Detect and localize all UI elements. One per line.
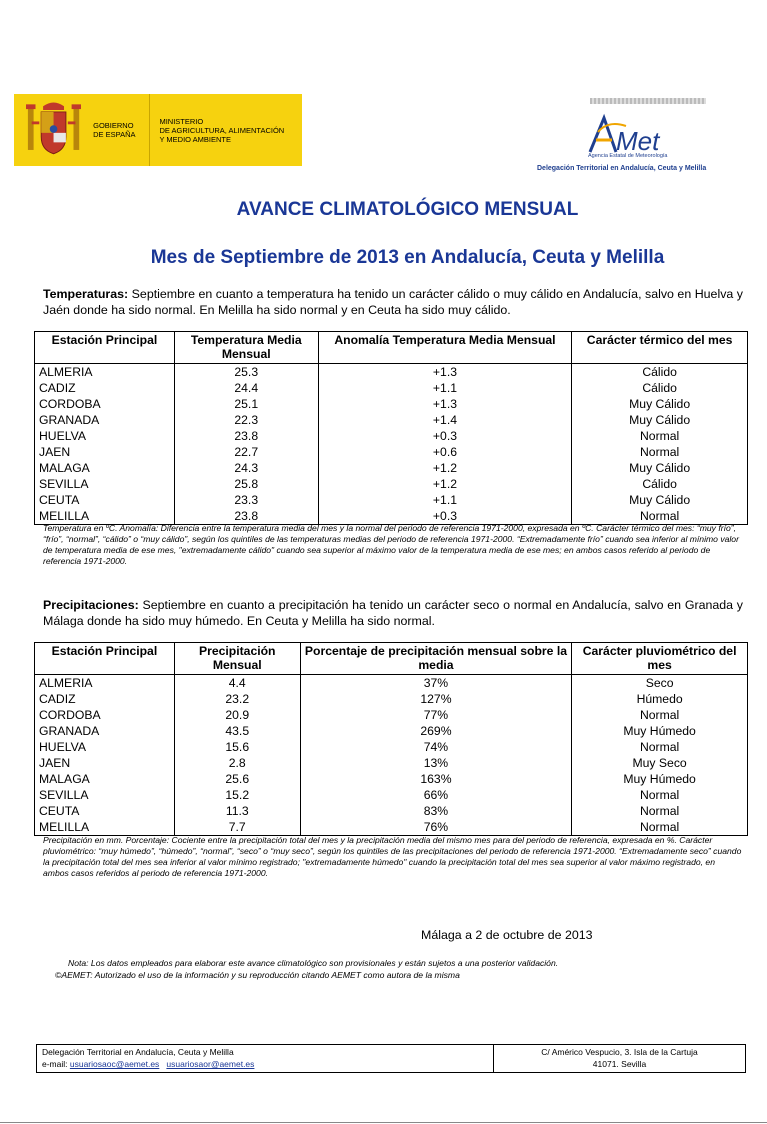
table-cell: HUELVA [35, 739, 175, 755]
temperature-table [34, 331, 748, 525]
table-cell: MELILLA [35, 508, 175, 525]
table-cell: +1.3 [318, 396, 572, 412]
table-cell: Cálido [572, 476, 748, 492]
document-date: Málaga a 2 de octubre de 2013 [421, 928, 593, 942]
table-cell: 74% [300, 739, 572, 755]
table-row [35, 460, 748, 476]
column-header: Porcentaje de precipitación mensual sobre la media [300, 643, 572, 675]
temperature-summary [43, 286, 743, 318]
aemet-subtitle: Agencia Estatal de Meteorología [588, 153, 668, 159]
table-cell: +0.3 [318, 508, 572, 525]
table-cell: MALAGA [35, 771, 175, 787]
table-cell: +0.3 [318, 428, 572, 444]
table-cell: +0.6 [318, 444, 572, 460]
footer-emails [42, 1058, 493, 1070]
table-cell: Muy Seco [572, 755, 748, 771]
table-cell: Muy Cálido [572, 460, 748, 476]
table-row [35, 819, 748, 836]
table-cell: 13% [300, 755, 572, 771]
table-cell: Normal [572, 819, 748, 836]
table-cell: 22.3 [174, 412, 318, 428]
table-cell: Normal [572, 707, 748, 723]
table-row [35, 412, 748, 428]
table-cell: CEUTA [35, 803, 175, 819]
table-cell: Normal [572, 787, 748, 803]
table-cell: +1.1 [318, 492, 572, 508]
table-cell: ALMERIA [35, 364, 175, 381]
table-cell: CEUTA [35, 492, 175, 508]
table-cell: 23.2 [174, 691, 300, 707]
column-header: Temperatura Media Mensual [174, 332, 318, 364]
footer-address [494, 1045, 745, 1072]
table-cell: 25.8 [174, 476, 318, 492]
table-cell: Normal [572, 428, 748, 444]
precipitation-label: Precipitaciones: [43, 598, 139, 612]
table-cell: 76% [300, 819, 572, 836]
copyright-note: ©AEMET: Autorizado el uso de la información y su reproducción citando AEMET como autora de la misma [55, 970, 460, 980]
table-cell: Normal [572, 444, 748, 460]
table-cell: 24.4 [174, 380, 318, 396]
table-cell: ALMERIA [35, 675, 175, 692]
table-row [35, 723, 748, 739]
page-subtitle: Mes de Septiembre de 2013 en Andalucía, Ceuta y Melilla [150, 247, 665, 268]
table-cell: 163% [300, 771, 572, 787]
temperature-note: Temperatura en ºC. Anomalía: Diferencia entre la temperatura media del mes y la normal del periodo de referencia 1971-2000, expresada en ºC. Carácter térmico del mes: “muy frío”, “frío”, “normal”, “cálido” o “muy cálido”, según los quintiles de las temperaturas medias del periodo de referencia 1971-2000. “Extremadamente frío” cuando sea inferior al mínimo valor de temperatura media de ese mes, "extremadamente cálido" cuando sea superior al máximo valor de la temperatura media de ese mes; en ambos casos referido al periodo de referencia 1971-2000. [43, 523, 739, 566]
table-row [35, 739, 748, 755]
table-cell: 25.6 [174, 771, 300, 787]
table-cell: 43.5 [174, 723, 300, 739]
table-cell: 24.3 [174, 460, 318, 476]
table-cell: 25.1 [174, 396, 318, 412]
table-cell: Cálido [572, 364, 748, 381]
column-header: Anomalía Temperatura Media Mensual [318, 332, 572, 364]
table-cell: Muy Cálido [572, 492, 748, 508]
logo-divider [149, 94, 150, 166]
table-cell: Muy Húmedo [572, 723, 748, 739]
table-cell: Seco [572, 675, 748, 692]
column-header: Carácter pluviométrico del mes [572, 643, 748, 675]
temperature-text: Septiembre en cuanto a temperatura ha tenido un carácter cálido o muy cálido en Andalucía, salvo en Huelva y Jaén donde ha sido normal. En Melilla ha sido normal y en Ceuta ha sido muy cálido. [43, 287, 743, 317]
table-cell: 20.9 [174, 707, 300, 723]
table-cell: 7.7 [174, 819, 300, 836]
column-header: Estación Principal [35, 643, 175, 675]
table-cell: CORDOBA [35, 396, 175, 412]
table-cell: 22.7 [174, 444, 318, 460]
provisional-note: Nota: Los datos empleados para elaborar este avance climatológico son provisionales y están sujetos a una posterior validación. [68, 958, 559, 968]
table-cell: Muy Húmedo [572, 771, 748, 787]
footer-address-line1: C/ Américo Vespucio, 3. Isla de la Cartuja [541, 1047, 698, 1057]
table-row [35, 444, 748, 460]
table-row [35, 492, 748, 508]
table-cell: CADIZ [35, 380, 175, 396]
precipitation-table [34, 642, 748, 836]
table-cell: 127% [300, 691, 572, 707]
table-cell: HUELVA [35, 428, 175, 444]
table-cell: SEVILLA [35, 476, 175, 492]
temperature-label: Temperaturas: [43, 287, 129, 301]
table-cell: Muy Cálido [572, 412, 748, 428]
table-cell: GRANADA [35, 412, 175, 428]
table-cell: 66% [300, 787, 572, 803]
aemet-delegation: Delegación Territorial en Andalucía, Ceuta y Melilla [537, 165, 707, 172]
column-header: Estación Principal [35, 332, 175, 364]
table-cell: +1.4 [318, 412, 572, 428]
table-cell: JAEN [35, 444, 175, 460]
aemet-decorative-bar [590, 98, 706, 104]
table-cell: CORDOBA [35, 707, 175, 723]
table-cell: 269% [300, 723, 572, 739]
table-cell: Normal [572, 739, 748, 755]
footer [36, 1044, 746, 1073]
table-row [35, 771, 748, 787]
table-cell: SEVILLA [35, 787, 175, 803]
table-cell: 23.8 [174, 428, 318, 444]
table-row [35, 707, 748, 723]
table-cell: 11.3 [174, 803, 300, 819]
table-cell: 77% [300, 707, 572, 723]
table-row [35, 803, 748, 819]
coat-of-arms-icon [26, 99, 81, 161]
table-cell: +1.3 [318, 364, 572, 381]
column-header: Precipitación Mensual [174, 643, 300, 675]
table-cell: 83% [300, 803, 572, 819]
table-cell: MELILLA [35, 819, 175, 836]
table-cell: GRANADA [35, 723, 175, 739]
table-row [35, 476, 748, 492]
email-label: e-mail: [42, 1059, 70, 1069]
table-cell: +1.2 [318, 476, 572, 492]
footer-address-line2: 41071. Sevilla [592, 1059, 647, 1069]
precipitation-note: Precipitación en mm. Porcentaje: Cociente entre la precipitación total del mes y la precipitación media del mismo mes para del periodo de referencia, expresada en %. Carácter pluviométrico: “muy húmedo”, “húmedo”, “normal”, “seco” o “muy seco”, según los quintiles de las precipitaciones del periodo de referencia 1971-2000. “Extremadamente seco” cuando la precipitación total del mes sea inferior al valor mínimo registrado; "extremadamente húmedo" cuando la precipitación total del mes sea superior al valor máximo registrado, en ambos casos referidos al periodo de referencia 1971-2000. [43, 835, 742, 878]
table-cell: MALAGA [35, 460, 175, 476]
table-cell: Cálido [572, 380, 748, 396]
table-row [35, 755, 748, 771]
table-cell: CADIZ [35, 691, 175, 707]
table-cell: 25.3 [174, 364, 318, 381]
table-cell: 2.8 [174, 755, 300, 771]
government-name: GOBIERNO DE ESPAÑA [93, 121, 136, 139]
footer-delegation: Delegación Territorial en Andalucía, Ceuta y Melilla [42, 1047, 234, 1057]
table-cell: 23.8 [174, 508, 318, 525]
email-link-aor[interactable]: usuariosaor@aemet.es [166, 1059, 255, 1069]
page-title: AVANCE CLIMATOLÓGICO MENSUAL [236, 199, 579, 220]
precipitation-summary [43, 597, 743, 629]
table-cell: 4.4 [174, 675, 300, 692]
table-row [35, 428, 748, 444]
table-row [35, 380, 748, 396]
table-row [35, 396, 748, 412]
table-row [35, 364, 748, 381]
precipitation-text: Septiembre en cuanto a precipitación ha tenido un carácter seco o normal en Andalucía, salvo en Granada y Málaga donde ha sido muy húmedo. En Ceuta y Melilla ha sido normal. [43, 598, 743, 628]
table-cell: 15.2 [174, 787, 300, 803]
table-cell: Húmedo [572, 691, 748, 707]
table-cell: Normal [572, 803, 748, 819]
table-cell: JAEN [35, 755, 175, 771]
table-cell: +1.1 [318, 380, 572, 396]
table-cell: +1.2 [318, 460, 572, 476]
table-cell: 15.6 [174, 739, 300, 755]
table-row [35, 787, 748, 803]
table-cell: Muy Cálido [572, 396, 748, 412]
table-row [35, 691, 748, 707]
table-row [35, 675, 748, 692]
svg-text:Met: Met [616, 126, 660, 156]
email-link-aoc[interactable]: usuariosaoc@aemet.es [69, 1059, 160, 1069]
page-bottom-rule [0, 1122, 767, 1123]
footer-contact [37, 1045, 494, 1072]
ministry-name: MINISTERIO DE AGRICULTURA, ALIMENTACIÓN Y MEDIO AMBIENTE [159, 116, 285, 144]
table-cell: Normal [572, 508, 748, 525]
column-header: Carácter térmico del mes [572, 332, 748, 364]
table-cell: 37% [300, 675, 572, 692]
table-cell: 23.3 [174, 492, 318, 508]
government-logo [14, 94, 302, 166]
